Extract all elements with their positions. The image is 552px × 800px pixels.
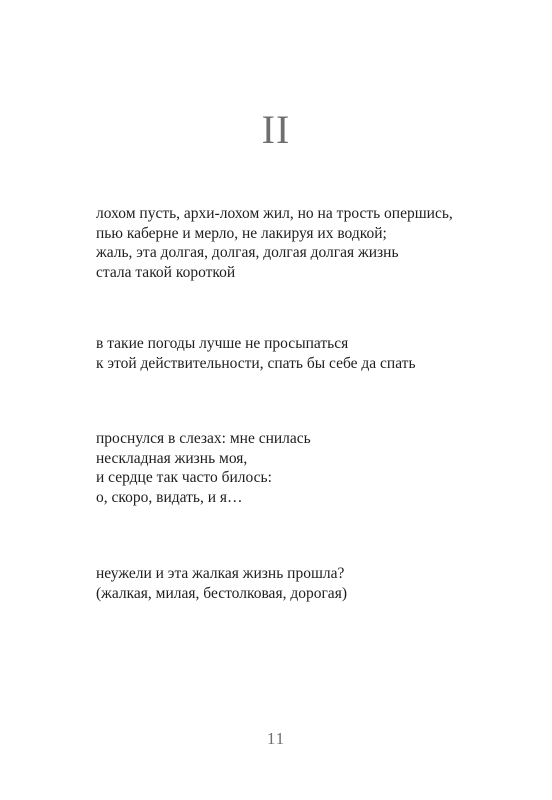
- poem-line: стала такой короткой: [96, 263, 236, 281]
- poem-line: к этой действительности, спать бы себе да спать: [96, 354, 416, 372]
- stanza: [96, 204, 516, 282]
- poem-line: жаль, эта долгая, долгая, долгая долгая жизнь: [96, 244, 399, 261]
- stanza: [96, 564, 516, 603]
- poem-line: неужели и эта жалкая жизнь прошла?: [96, 565, 345, 582]
- stanza: [96, 334, 516, 373]
- poem-line: и сердце так часто билось:: [96, 469, 272, 486]
- poem-line: о, скоро, видать, и я…: [96, 488, 243, 506]
- stanza: [96, 429, 516, 507]
- poem-line: проснулся в слезах: мне снилась: [96, 430, 311, 447]
- poem-line: лохом пусть, архи-лохом жил, но на трость опершись,: [96, 205, 453, 222]
- page-number: 11: [266, 729, 286, 748]
- poem-line: пью каберне и мерло, не лакируя их водкой;: [96, 224, 387, 242]
- poem-line: в такие погоды лучше не просыпаться: [96, 335, 349, 352]
- poem-line: (жалкая, милая, бестолковая, дорогая): [96, 584, 347, 602]
- poem-line: нескладная жизнь моя,: [96, 449, 248, 467]
- section-numeral: II: [261, 107, 291, 152]
